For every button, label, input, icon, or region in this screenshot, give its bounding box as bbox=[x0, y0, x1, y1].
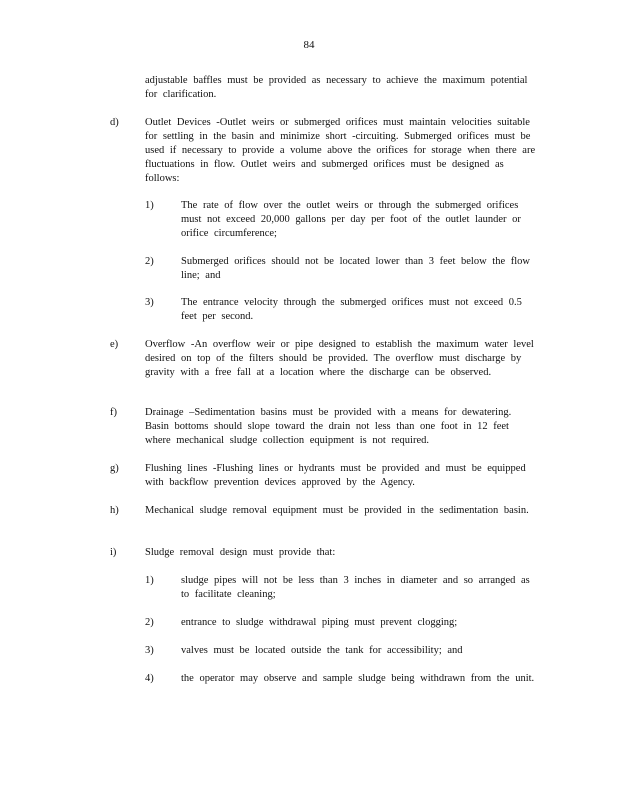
item-g-text: Flushing lines -Flushing lines or hydrants must be provided and must be equipped with backflow prevention devices approved by the Agency. bbox=[145, 463, 526, 488]
intro-paragraph: adjustable baffles must be provided as necessary to achieve the maximum potential for clarification. bbox=[145, 75, 528, 100]
item-i-sub3-label: 3) bbox=[145, 645, 154, 656]
item-f-label: f) bbox=[110, 407, 117, 418]
item-d-text: Outlet Devices -Outlet weirs or submerged orifices must maintain velocities suitable for settling in the basin and minimize short -circuiting. Submerged orifices must be used if necessary to provide a volume above the orifices for storage when there are fluctuations in flow. Outlet weirs and submerged orifices must be designed as follows: bbox=[145, 117, 536, 184]
item-d-sub3-label: 3) bbox=[145, 297, 154, 308]
item-i-sub2-label: 2) bbox=[145, 617, 154, 628]
item-i-sub3-text: valves must be located outside the tank for accessibility; and bbox=[181, 645, 463, 656]
item-i-sub4-label: 4) bbox=[145, 673, 154, 684]
item-d-sub3-text: The entrance velocity through the submerged orifices must not exceed 0.5 feet per second. bbox=[181, 297, 522, 322]
item-i-sub2-text: entrance to sludge withdrawal piping must prevent clogging; bbox=[181, 617, 458, 628]
page-number: 84 bbox=[303, 39, 315, 51]
item-g-label: g) bbox=[110, 463, 119, 474]
item-h-text: Mechanical sludge removal equipment must be provided in the sedimentation basin. bbox=[145, 505, 529, 516]
item-i-text: Sludge removal design must provide that: bbox=[145, 547, 336, 558]
item-e-label: e) bbox=[110, 339, 119, 350]
item-i-sub1-text: sludge pipes will not be less than 3 inches in diameter and so arranged as to facilitate cleaning; bbox=[181, 575, 530, 600]
item-d-sub2-text: Submerged orifices should not be located lower than 3 feet below the flow line; and bbox=[181, 256, 530, 281]
item-d-sub1-text: The rate of flow over the outlet weirs or through the submerged orifices must not exceed 20,000 gallons per day per foot of the outlet launder or orifice circumference; bbox=[181, 200, 521, 239]
item-i-sub4-text: the operator may observe and sample sludge being withdrawn from the unit. bbox=[181, 673, 535, 684]
item-d-sub2-label: 2) bbox=[145, 256, 154, 267]
item-f-text: Drainage –Sedimentation basins must be provided with a means for dewatering. Basin bottoms should slope toward the drain not less than one foot in 12 feet where mechanical sludge collection equipment is not required. bbox=[145, 407, 512, 446]
item-d-sub1-label: 1) bbox=[145, 200, 154, 211]
item-i-sub1-label: 1) bbox=[145, 575, 154, 586]
item-d-label: d) bbox=[110, 117, 119, 128]
item-i-label: i) bbox=[110, 547, 117, 558]
item-e-text: Overflow -An overflow weir or pipe designed to establish the maximum water level desired on top of the filters should be provided. The overflow must discharge by gravity with a free fall at a location where the discharge can be observed. bbox=[145, 339, 534, 378]
item-h-label: h) bbox=[110, 505, 119, 516]
